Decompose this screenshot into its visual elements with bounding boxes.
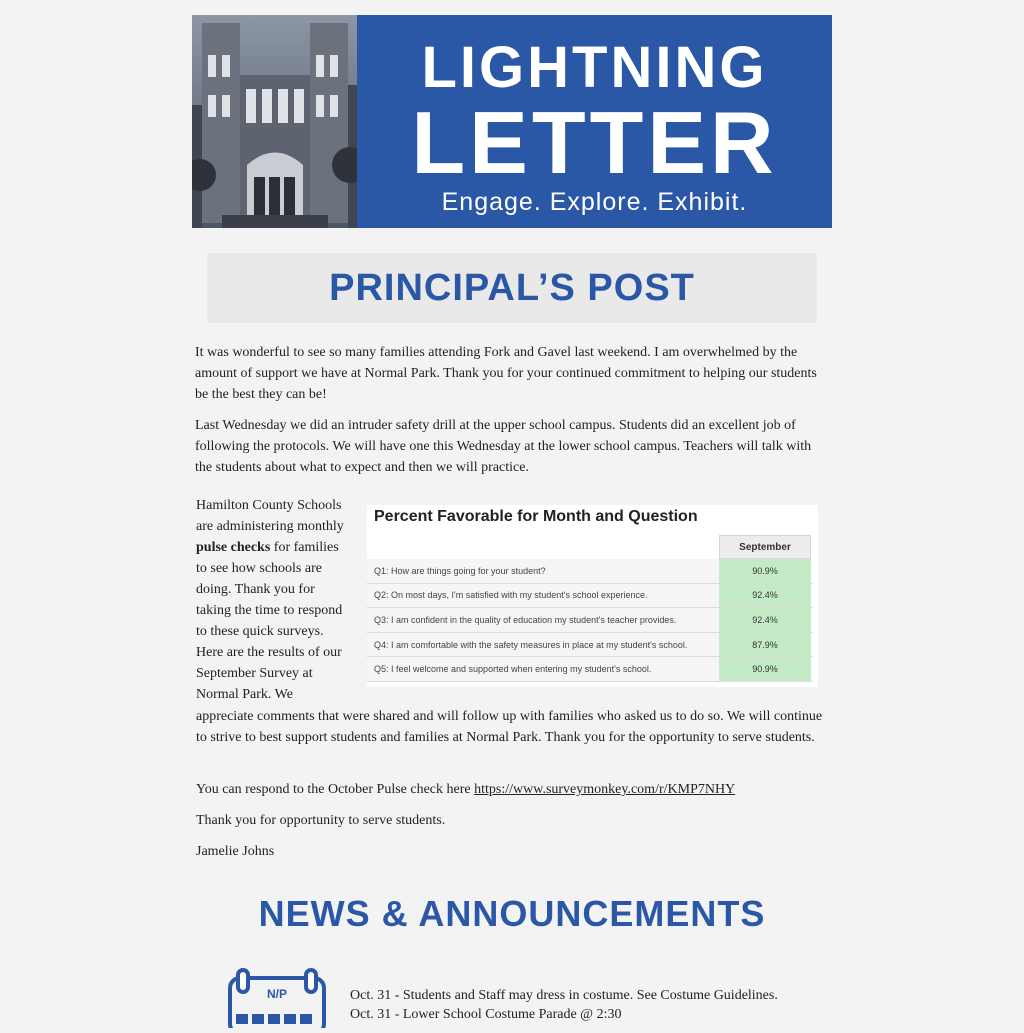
survey-intro-text [196,495,348,705]
survey-question: Q3: I am confident in the quality of education my student's teacher provides. [367,608,719,632]
survey-value: 92.4% [719,584,811,608]
table-row [367,584,813,609]
newsletter-banner [192,15,832,228]
survey-results-table [367,505,818,687]
school-building-photo [192,15,357,228]
survey-value: 90.9% [719,657,811,681]
respond-line [196,779,830,800]
survey-title: Percent Favorable for Month and Question [374,508,698,525]
principal-paragraph-1: It was wonderful to see so many families attending Fork and Gavel last weekend. I am overwhelmed by the amount of support we have at Normal Park. Thank you for your continued commitment to helping our students be the best they can be! [195,345,817,402]
survey-followup-text: appreciate comments that were shared and will follow up with families who asked us to do so. We will continue to strive to best support students and families at Normal Park. Thank you for the opportunity to serve students. [196,709,823,745]
banner-title-line1: LIGHTNING [421,35,768,100]
banner-title-line2: LETTER [411,93,778,192]
survey-question: Q1: How are things going for your student? [367,559,719,583]
survey-value: 87.9% [719,633,811,657]
principals-post-title: PRINCIPAL’S POST [329,266,695,309]
survey-value: 90.9% [719,559,811,583]
survey-column-header: September [719,535,811,559]
survey-question: Q4: I am comfortable with the safety measures in place at my student's school. [367,633,719,657]
table-row [367,657,813,682]
survey-value: 92.4% [719,608,811,632]
pulse-checks-bold: pulse checks [196,540,271,555]
list-item: Oct. 31 - Students and Staff may dress in costume. See Costume Guidelines. [350,988,778,1003]
events-list [350,986,778,1024]
table-row [367,608,813,633]
banner-title-panel [357,15,832,228]
survey-link[interactable]: https://www.surveymonkey.com/r/KMP7NHY [474,782,736,797]
signature: Jamelie Johns [196,844,275,859]
survey-question: Q5: I feel welcome and supported when entering my student's school. [367,657,719,681]
table-row [367,633,813,658]
thanks-line: Thank you for opportunity to serve students. [196,813,446,828]
list-item: Oct. 31 - Lower School Costume Parade @ 2:30 [350,1007,622,1022]
survey-intro-part-b: for families to see how schools are doing. Thank you for taking the time to respond to these quick surveys. Here are the results of our September Survey at Normal Park. We [196,540,343,702]
table-row [367,559,813,584]
calendar-icon [228,968,326,1028]
survey-rows [367,559,813,682]
principal-paragraph-2: Last Wednesday we did an intruder safety drill at the upper school campus. Students did an excellent job of following the protocols. We will have one this Wednesday at the lower school campus. Teachers will talk with the students about what to expect and then we will practice. [195,418,812,475]
survey-question: Q2: On most days, I'm satisfied with my student's school experience. [367,584,719,608]
respond-text: You can respond to the October Pulse check here [196,782,475,797]
survey-intro-part-a: Hamilton County Schools are administering monthly [196,498,344,534]
principals-post-header [207,253,817,323]
calendar-label: N/P [266,987,288,1001]
news-announcements-title: NEWS & ANNOUNCEMENTS [258,893,766,934]
banner-tagline: Engage. Explore. Exhibit. [441,188,748,216]
